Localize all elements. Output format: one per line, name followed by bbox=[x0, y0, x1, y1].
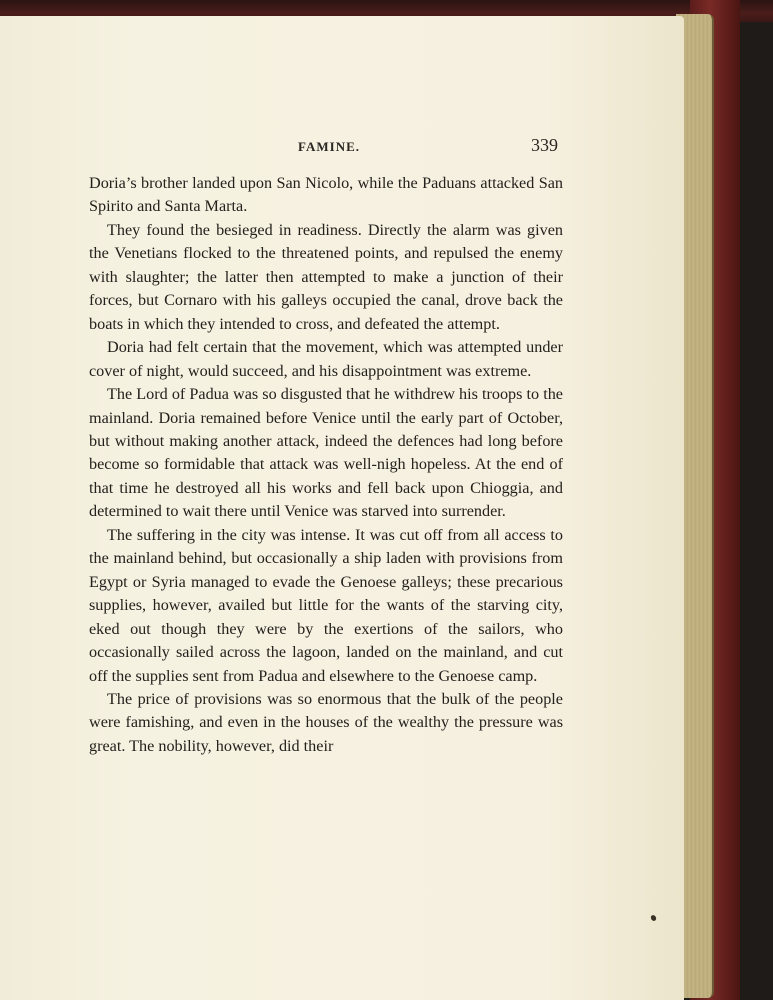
paragraph-1: Doria’s brother landed upon San Nicolo, while the Paduans attacked San Spirito and Santa Marta. bbox=[89, 174, 563, 216]
book-page bbox=[0, 16, 684, 1000]
page-number: 339 bbox=[531, 135, 558, 155]
page-header bbox=[0, 125, 684, 155]
ink-speck bbox=[650, 914, 657, 922]
paragraph-3: Doria had felt certain that the movement, which was attempted under cover of night, would succeed, and his disappointment was extreme. bbox=[89, 338, 563, 380]
paragraph-6: The price of provisions was so enormous that the bulk of the people were famishing, and even in the houses of the wealthy the pressure was great. The nobility, however, did their bbox=[89, 689, 563, 755]
paragraph-5: The suffering in the city was intense. It was cut off from all access to the mainland behind, but occasionally a ship laden with provisions from Egypt or Syria managed to evade the Genoese galleys; these precarious supplies, however, availed but little for the wants of the starving city, eked out though they were by the exertions of the sailors, who occasionally sailed across the lagoon, landed on the mainland, and cut off the supplies sent from Padua and elsewhere to the Genoese camp. bbox=[89, 525, 563, 685]
paragraph-4: The Lord of Padua was so disgusted that he withdrew his troops to the mainland. Doria remained before Venice until the early part of October, but without making another attack, indeed the defences had long before become so formidable that attack was well-nigh hopeless. At the end of that time he destroyed all his works and fell back upon Chioggia, and determined to wait there until Venice was starved into surrender. bbox=[89, 385, 563, 521]
running-title: FAMINE. bbox=[298, 139, 361, 154]
body-text bbox=[89, 172, 563, 758]
paragraph-2: They found the besieged in readiness. Directly the alarm was given the Venetians flocked to the threatened points, and repulsed the enemy with slaughter; the latter then attempted to make a junction of their forces, but Cornaro with his galleys occupied the canal, drove back the boats in which they intended to cross, and defeated the attempt. bbox=[89, 220, 563, 333]
